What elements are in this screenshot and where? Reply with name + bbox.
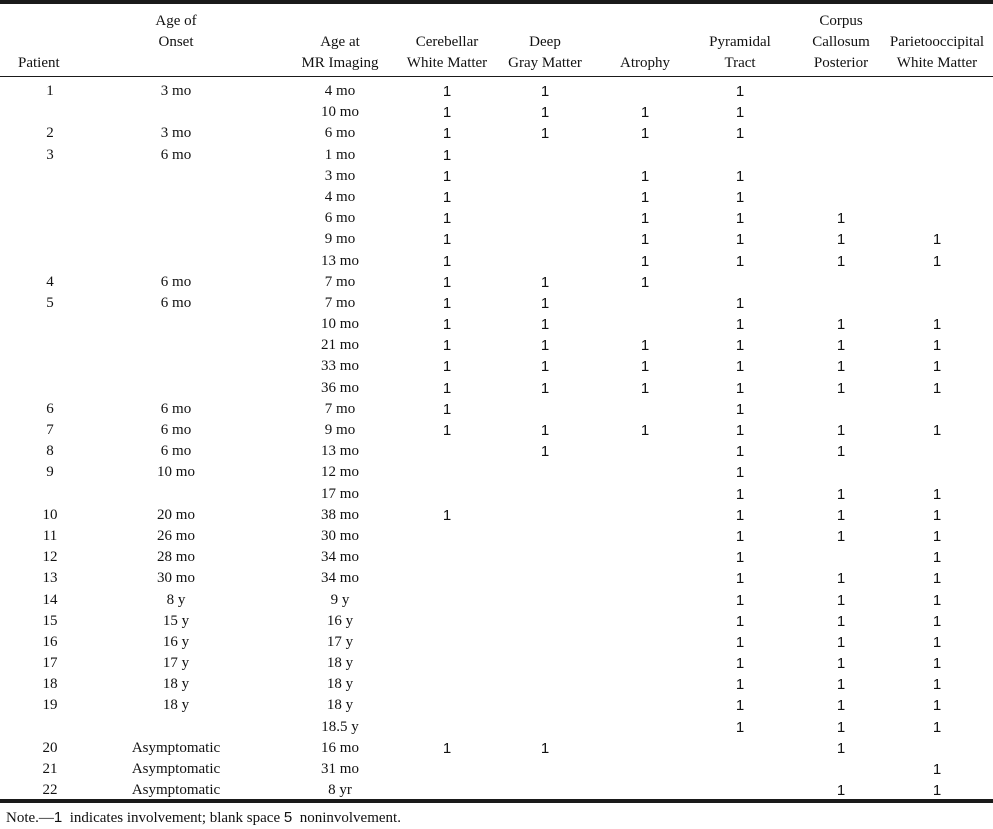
table-row <box>0 102 993 123</box>
cell-pyramidal: 1 <box>735 337 745 355</box>
cell-cerebellar: 1 <box>442 358 452 376</box>
cell-pyramidal: 1 <box>735 612 745 630</box>
header-parieto-line2: White Matter <box>896 55 978 71</box>
table-row <box>0 166 993 187</box>
cell-age-onset: 18 y <box>162 676 190 693</box>
cell-corpus: 1 <box>836 337 846 355</box>
header-age-onset-line1: Age of <box>155 13 197 29</box>
cell-pyramidal: 1 <box>735 379 745 397</box>
cell-age-mr: 18 y <box>326 655 354 672</box>
cell-patient: 6 <box>46 400 54 417</box>
cell-corpus: 1 <box>836 485 846 503</box>
cell-patient: 12 <box>42 549 58 566</box>
table-row <box>0 632 993 653</box>
cell-atrophy: 1 <box>640 167 650 185</box>
cell-parieto: 1 <box>932 612 942 630</box>
cell-pyramidal: 1 <box>735 591 745 609</box>
cell-age-onset: 6 mo <box>160 273 192 290</box>
cell-deep-gray: 1 <box>540 83 550 100</box>
table-note <box>6 808 401 828</box>
table-row <box>0 335 993 356</box>
cell-pyramidal: 1 <box>735 527 745 545</box>
cell-deep-gray: 1 <box>540 316 550 334</box>
cell-age-mr: 18 y <box>326 697 354 714</box>
table-row <box>0 611 993 632</box>
cell-age-mr: 4 mo <box>324 188 356 205</box>
cell-age-mr: 34 mo <box>321 549 359 566</box>
cell-patient: 5 <box>46 294 54 311</box>
header-age-onset-line2: Onset <box>158 34 194 50</box>
cell-parieto: 1 <box>932 570 942 588</box>
cell-age-mr: 6 mo <box>324 210 356 227</box>
cell-corpus: 1 <box>836 210 846 228</box>
cell-parieto: 1 <box>932 782 942 800</box>
cell-cerebellar: 1 <box>442 739 452 757</box>
cell-pyramidal: 1 <box>735 422 745 439</box>
cell-pyramidal: 1 <box>735 125 745 143</box>
table-row <box>0 123 993 144</box>
cell-deep-gray: 1 <box>540 379 550 397</box>
cell-age-onset: 28 mo <box>157 549 195 566</box>
cell-patient: 17 <box>42 655 58 672</box>
cell-age-mr: 3 mo <box>324 167 356 184</box>
cell-age-mr: 7 mo <box>324 400 356 417</box>
cell-age-onset: 6 mo <box>160 294 192 311</box>
cell-parieto: 1 <box>932 761 942 778</box>
cell-age-onset: 15 y <box>162 612 190 629</box>
cell-corpus: 1 <box>836 739 846 757</box>
cell-deep-gray: 1 <box>540 273 550 291</box>
table-row <box>0 441 993 462</box>
table-row <box>0 378 993 399</box>
cell-parieto: 1 <box>932 718 942 736</box>
cell-patient: 8 <box>46 443 54 460</box>
cell-deep-gray: 1 <box>540 422 550 439</box>
cell-cerebellar: 1 <box>442 104 452 122</box>
cell-pyramidal: 1 <box>735 655 745 673</box>
table-row <box>0 738 993 759</box>
cell-cerebellar: 1 <box>442 210 452 228</box>
cell-age-mr: 6 mo <box>324 125 356 142</box>
cell-parieto: 1 <box>932 422 942 439</box>
table-row <box>0 526 993 547</box>
cell-corpus: 1 <box>836 591 846 609</box>
cell-parieto: 1 <box>932 316 942 334</box>
cell-patient: 13 <box>42 570 58 587</box>
cell-pyramidal: 1 <box>735 167 745 185</box>
header-atrophy: Atrophy <box>620 55 670 71</box>
cell-parieto: 1 <box>932 337 942 355</box>
cell-age-mr: 9 y <box>330 591 350 608</box>
cell-atrophy: 1 <box>640 188 650 206</box>
cell-age-onset: 17 y <box>162 655 190 672</box>
table-row <box>0 462 993 483</box>
cell-patient: 4 <box>46 273 54 290</box>
cell-pyramidal: 1 <box>735 697 745 715</box>
cell-atrophy: 1 <box>640 337 650 355</box>
cell-deep-gray: 1 <box>540 443 550 461</box>
cell-age-mr: 1 mo <box>324 146 356 163</box>
table-row <box>0 420 993 441</box>
cell-age-onset: Asymptomatic <box>131 782 221 799</box>
header-age-mr-line1: Age at <box>320 34 360 50</box>
cell-patient: 10 <box>42 506 58 523</box>
cell-parieto: 1 <box>932 379 942 397</box>
cell-age-mr: 18 y <box>326 676 354 693</box>
table-row <box>0 145 993 166</box>
cell-age-mr: 7 mo <box>324 294 356 311</box>
cell-age-onset: 20 mo <box>157 506 195 523</box>
cell-cerebellar: 1 <box>442 379 452 397</box>
cell-pyramidal: 1 <box>735 294 745 312</box>
cell-age-onset: 3 mo <box>160 125 192 142</box>
cell-pyramidal: 1 <box>735 485 745 503</box>
cell-cerebellar: 1 <box>442 83 452 100</box>
table-row <box>0 356 993 377</box>
cell-corpus: 1 <box>836 316 846 334</box>
cell-patient: 15 <box>42 612 58 629</box>
cell-atrophy: 1 <box>640 231 650 249</box>
cell-corpus: 1 <box>836 443 846 461</box>
table-row <box>0 695 993 716</box>
cell-corpus: 1 <box>836 527 846 545</box>
cell-atrophy: 1 <box>640 273 650 291</box>
cell-pyramidal: 1 <box>735 570 745 588</box>
table-row <box>0 674 993 695</box>
header-pyramidal-line2: Tract <box>724 55 756 71</box>
table-row <box>0 653 993 674</box>
cell-cerebellar: 1 <box>442 400 452 418</box>
cell-age-mr: 16 mo <box>321 739 359 756</box>
cell-corpus: 1 <box>836 697 846 715</box>
note-five-symbol: 5 <box>283 809 293 826</box>
cell-age-mr: 13 mo <box>321 252 359 269</box>
cell-deep-gray: 1 <box>540 104 550 122</box>
table-row <box>0 547 993 568</box>
cell-corpus: 1 <box>836 718 846 736</box>
table-row <box>0 229 993 250</box>
cell-atrophy: 1 <box>640 422 650 439</box>
cell-corpus: 1 <box>836 252 846 270</box>
table-row <box>0 399 993 420</box>
cell-corpus: 1 <box>836 612 846 630</box>
cell-corpus: 1 <box>836 676 846 694</box>
cell-cerebellar: 1 <box>442 273 452 291</box>
header-corpus-line1: Corpus <box>819 13 863 29</box>
cell-deep-gray: 1 <box>540 294 550 312</box>
cell-age-onset: 30 mo <box>157 570 195 587</box>
cell-corpus: 1 <box>836 358 846 376</box>
cell-age-mr: 10 mo <box>321 104 359 121</box>
cell-pyramidal: 1 <box>735 358 745 376</box>
cell-age-mr: 30 mo <box>321 527 359 544</box>
cell-pyramidal: 1 <box>735 188 745 206</box>
table-top-rule <box>0 0 993 4</box>
cell-patient: 21 <box>42 761 58 777</box>
cell-age-mr: 9 mo <box>324 231 356 248</box>
cell-age-onset: 16 y <box>162 633 190 650</box>
cell-cerebellar: 1 <box>442 231 452 249</box>
note-prefix: Note.— <box>6 810 54 826</box>
cell-age-mr: 12 mo <box>321 464 359 481</box>
cell-age-mr: 17 mo <box>321 485 359 502</box>
cell-patient: 16 <box>42 633 58 650</box>
note-one-symbol: 1 <box>53 809 63 826</box>
cell-pyramidal: 1 <box>735 718 745 736</box>
header-patient: Patient <box>18 55 60 71</box>
cell-atrophy: 1 <box>640 104 650 122</box>
cell-parieto: 1 <box>932 676 942 694</box>
cell-parieto: 1 <box>932 655 942 673</box>
cell-patient: 20 <box>42 739 58 756</box>
header-cerebellar-line1: Cerebellar <box>415 34 479 50</box>
cell-age-onset: 3 mo <box>160 83 192 99</box>
cell-cerebellar: 1 <box>442 337 452 355</box>
table-row <box>0 484 993 505</box>
cell-cerebellar: 1 <box>442 294 452 312</box>
cell-age-mr: 4 mo <box>324 83 356 99</box>
cell-corpus: 1 <box>836 570 846 588</box>
cell-cerebellar: 1 <box>442 167 452 185</box>
cell-age-mr: 16 y <box>326 612 354 629</box>
header-deep-line1: Deep <box>529 34 561 50</box>
table-row <box>0 187 993 208</box>
cell-corpus: 1 <box>836 506 846 524</box>
cell-corpus: 1 <box>836 231 846 249</box>
cell-cerebellar: 1 <box>442 422 452 439</box>
cell-cerebellar: 1 <box>442 146 452 164</box>
note-suffix: noninvolvement. <box>299 810 401 826</box>
cell-parieto: 1 <box>932 231 942 249</box>
cell-atrophy: 1 <box>640 252 650 270</box>
cell-pyramidal: 1 <box>735 104 745 122</box>
cell-pyramidal: 1 <box>735 316 745 334</box>
table-row <box>0 272 993 293</box>
header-corpus-line2: Callosum <box>812 34 870 50</box>
cell-age-onset: 6 mo <box>160 422 192 438</box>
table-row <box>0 568 993 589</box>
header-pyramidal-line1: Pyramidal <box>709 34 771 50</box>
cell-pyramidal: 1 <box>735 633 745 651</box>
cell-atrophy: 1 <box>640 358 650 376</box>
cell-age-mr: 18.5 y <box>321 718 359 735</box>
cell-pyramidal: 1 <box>735 506 745 524</box>
cell-age-mr: 33 mo <box>321 358 359 375</box>
cell-age-onset: Asymptomatic <box>131 739 221 756</box>
cell-age-mr: 17 y <box>326 633 354 650</box>
cell-corpus: 1 <box>836 379 846 397</box>
cell-age-mr: 9 mo <box>324 422 356 438</box>
header-parieto-line1: Parietooccipital <box>889 34 985 50</box>
table-row <box>0 251 993 272</box>
cell-pyramidal: 1 <box>735 676 745 694</box>
cell-atrophy: 1 <box>640 125 650 143</box>
cell-deep-gray: 1 <box>540 739 550 757</box>
cell-cerebellar: 1 <box>442 316 452 334</box>
cell-pyramidal: 1 <box>735 400 745 418</box>
cell-pyramidal: 1 <box>735 464 745 482</box>
table-row <box>0 505 993 526</box>
cell-pyramidal: 1 <box>735 83 745 100</box>
cell-atrophy: 1 <box>640 379 650 397</box>
cell-pyramidal: 1 <box>735 252 745 270</box>
header-cerebellar-line2: White Matter <box>406 55 488 71</box>
cell-age-onset: 8 y <box>166 591 186 608</box>
cell-atrophy: 1 <box>640 210 650 228</box>
header-deep-line2: Gray Matter <box>508 55 582 71</box>
cell-age-mr: 8 yr <box>328 782 352 799</box>
cell-parieto: 1 <box>932 485 942 503</box>
table-body <box>0 81 993 801</box>
cell-age-onset: 10 mo <box>157 464 195 481</box>
header-rule <box>0 76 993 77</box>
cell-corpus: 1 <box>836 422 846 439</box>
table-row <box>0 208 993 229</box>
cell-patient: 18 <box>42 676 58 693</box>
cell-corpus: 1 <box>836 633 846 651</box>
cell-pyramidal: 1 <box>735 231 745 249</box>
cell-patient: 7 <box>46 422 54 438</box>
cell-patient: 22 <box>42 782 58 799</box>
table-row <box>0 293 993 314</box>
cell-parieto: 1 <box>932 252 942 270</box>
cell-age-mr: 7 mo <box>324 273 356 290</box>
cell-age-mr: 21 mo <box>321 337 359 354</box>
cell-cerebellar: 1 <box>442 252 452 270</box>
table-row <box>0 759 993 780</box>
cell-age-onset: 26 mo <box>157 527 195 544</box>
cell-patient: 3 <box>46 146 54 163</box>
cell-pyramidal: 1 <box>735 549 745 567</box>
cell-deep-gray: 1 <box>540 337 550 355</box>
cell-pyramidal: 1 <box>735 443 745 461</box>
cell-deep-gray: 1 <box>540 358 550 376</box>
table-row <box>0 314 993 335</box>
cell-age-onset: 18 y <box>162 697 190 714</box>
cell-parieto: 1 <box>932 697 942 715</box>
cell-parieto: 1 <box>932 633 942 651</box>
cell-patient: 2 <box>46 125 54 142</box>
cell-corpus: 1 <box>836 782 846 800</box>
header-age-mr-line2: MR Imaging <box>301 55 379 71</box>
cell-age-mr: 10 mo <box>321 316 359 333</box>
table-row <box>0 717 993 738</box>
cell-cerebellar: 1 <box>442 506 452 524</box>
cell-patient: 14 <box>42 591 58 608</box>
cell-pyramidal: 1 <box>735 210 745 228</box>
cell-age-onset: 6 mo <box>160 400 192 417</box>
cell-parieto: 1 <box>932 506 942 524</box>
cell-age-onset: 6 mo <box>160 146 192 163</box>
header-corpus-line3: Posterior <box>813 55 869 71</box>
cell-age-onset: Asymptomatic <box>131 761 221 777</box>
cell-patient: 11 <box>42 527 58 544</box>
cell-age-onset: 6 mo <box>160 443 192 460</box>
table-bottom-rule <box>0 799 993 803</box>
cell-cerebellar: 1 <box>442 188 452 206</box>
cell-age-mr: 13 mo <box>321 443 359 460</box>
table-row <box>0 590 993 611</box>
cell-patient: 9 <box>46 464 54 481</box>
cell-age-mr: 34 mo <box>321 570 359 587</box>
cell-parieto: 1 <box>932 591 942 609</box>
cell-age-mr: 38 mo <box>321 506 359 523</box>
table-row <box>0 81 993 102</box>
cell-parieto: 1 <box>932 527 942 545</box>
note-middle: indicates involvement; blank space <box>69 810 281 826</box>
cell-parieto: 1 <box>932 549 942 567</box>
cell-cerebellar: 1 <box>442 125 452 143</box>
cell-deep-gray: 1 <box>540 125 550 143</box>
cell-age-mr: 31 mo <box>321 761 359 777</box>
cell-corpus: 1 <box>836 655 846 673</box>
cell-patient: 19 <box>42 697 58 714</box>
cell-patient: 1 <box>46 83 54 99</box>
cell-age-mr: 36 mo <box>321 379 359 396</box>
cell-parieto: 1 <box>932 358 942 376</box>
